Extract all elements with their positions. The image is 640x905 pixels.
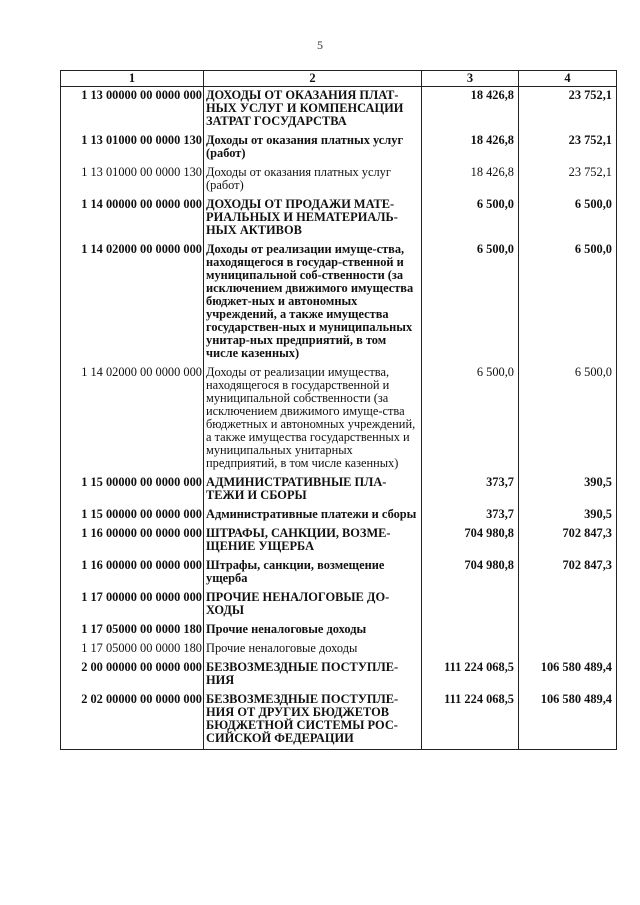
table-row: [61, 525, 617, 557]
row-value-col3: [422, 589, 519, 621]
row-name: Штрафы, санкции, возмещение ущерба: [204, 557, 422, 589]
row-name: БЕЗВОЗМЕЗДНЫЕ ПОСТУПЛЕ-НИЯ ОТ ДРУГИХ БЮДЖЕТОВ БЮДЖЕТНОЙ СИСТЕМЫ РОС-СИЙСКОЙ ФЕДЕРАЦИИ: [204, 691, 422, 750]
table-row: [61, 474, 617, 506]
table-row: [61, 164, 617, 196]
row-name: Прочие неналоговые доходы: [204, 621, 422, 640]
header-col-3: 3: [422, 71, 519, 87]
row-value-col3: 18 426,8: [422, 164, 519, 196]
row-value-col4: [519, 621, 617, 640]
row-value-col3: 18 426,8: [422, 87, 519, 133]
row-name: БЕЗВОЗМЕЗДНЫЕ ПОСТУПЛЕ-НИЯ: [204, 659, 422, 691]
row-value-col4: 702 847,3: [519, 557, 617, 589]
table-row: [61, 659, 617, 691]
page-number: 5: [317, 38, 323, 52]
row-value-col4: 106 580 489,4: [519, 691, 617, 750]
row-value-col4: 6 500,0: [519, 364, 617, 474]
row-value-col3: 373,7: [422, 506, 519, 525]
row-code: 2 00 00000 00 0000 000: [61, 659, 204, 691]
header-col-4: 4: [519, 71, 617, 87]
row-name: Доходы от реализации имуще-ства, находящегося в государ-ственной и муниципальной соб-ственности (за исключением движимого имущества бюджет-ных и автономных учреждений, а также имущества государствен-ных и муниципальных унитар-ных предприятий, в том числе казенных): [204, 241, 422, 364]
row-value-col3: 373,7: [422, 474, 519, 506]
row-value-col4: 6 500,0: [519, 241, 617, 364]
row-code: 1 15 00000 00 0000 000: [61, 506, 204, 525]
row-value-col3: [422, 621, 519, 640]
header-col-1: 1: [61, 71, 204, 87]
row-value-col4: 6 500,0: [519, 196, 617, 241]
row-value-col4: 23 752,1: [519, 164, 617, 196]
row-code: 1 17 05000 00 0000 180: [61, 640, 204, 659]
row-name: Доходы от оказания платных услуг (работ): [204, 164, 422, 196]
row-value-col3: 6 500,0: [422, 196, 519, 241]
row-value-col4: 23 752,1: [519, 132, 617, 164]
row-name: ДОХОДЫ ОТ ОКАЗАНИЯ ПЛАТ-НЫХ УСЛУГ И КОМПЕНСАЦИИ ЗАТРАТ ГОСУДАРСТВА: [204, 87, 422, 133]
row-value-col4: [519, 589, 617, 621]
row-name: Доходы от оказания платных услуг (работ): [204, 132, 422, 164]
row-value-col3: 18 426,8: [422, 132, 519, 164]
row-code: 1 13 00000 00 0000 000: [61, 87, 204, 133]
row-code: 1 14 00000 00 0000 000: [61, 196, 204, 241]
row-value-col3: [422, 640, 519, 659]
row-value-col3: 704 980,8: [422, 525, 519, 557]
table-row: [61, 640, 617, 659]
row-name: Административные платежи и сборы: [204, 506, 422, 525]
table-row: [61, 589, 617, 621]
row-value-col3: 6 500,0: [422, 364, 519, 474]
row-code: 2 02 00000 00 0000 000: [61, 691, 204, 750]
row-name: ШТРАФЫ, САНКЦИИ, ВОЗМЕ-ЩЕНИЕ УЩЕРБА: [204, 525, 422, 557]
row-value-col4: 106 580 489,4: [519, 659, 617, 691]
row-value-col3: 111 224 068,5: [422, 659, 519, 691]
table-row: [61, 196, 617, 241]
row-code: 1 13 01000 00 0000 130: [61, 132, 204, 164]
row-code: 1 14 02000 00 0000 000: [61, 364, 204, 474]
row-code: 1 16 00000 00 0000 000: [61, 525, 204, 557]
header-col-2: 2: [204, 71, 422, 87]
row-code: 1 13 01000 00 0000 130: [61, 164, 204, 196]
row-value-col4: 390,5: [519, 474, 617, 506]
row-code: 1 17 00000 00 0000 000: [61, 589, 204, 621]
row-value-col4: 702 847,3: [519, 525, 617, 557]
table-row: [61, 557, 617, 589]
table-row: [61, 241, 617, 364]
row-value-col3: 6 500,0: [422, 241, 519, 364]
revenue-table: [60, 70, 617, 750]
row-code: 1 17 05000 00 0000 180: [61, 621, 204, 640]
table-row: [61, 132, 617, 164]
row-value-col4: 23 752,1: [519, 87, 617, 133]
row-name: АДМИНИСТРАТИВНЫЕ ПЛА-ТЕЖИ И СБОРЫ: [204, 474, 422, 506]
table-row: [61, 691, 617, 750]
table-row: [61, 87, 617, 133]
row-code: 1 16 00000 00 0000 000: [61, 557, 204, 589]
table-row: [61, 364, 617, 474]
row-value-col4: [519, 640, 617, 659]
row-value-col3: 704 980,8: [422, 557, 519, 589]
row-value-col4: 390,5: [519, 506, 617, 525]
row-name: Доходы от реализации имущества, находящегося в государственной и муниципальной собственности (за исключением движимого имуще-ства бюджетных и автономных учреждений, а также имущества государственных и муниципальных унитарных предприятий, в том числе казенных): [204, 364, 422, 474]
table-body: [61, 87, 617, 750]
row-code: 1 15 00000 00 0000 000: [61, 474, 204, 506]
row-name: Прочие неналоговые доходы: [204, 640, 422, 659]
row-name: ПРОЧИЕ НЕНАЛОГОВЫЕ ДО-ХОДЫ: [204, 589, 422, 621]
row-code: 1 14 02000 00 0000 000: [61, 241, 204, 364]
table-row: [61, 621, 617, 640]
row-value-col3: 111 224 068,5: [422, 691, 519, 750]
table-row: [61, 506, 617, 525]
table-header-row: [61, 71, 617, 87]
row-name: ДОХОДЫ ОТ ПРОДАЖИ МАТЕ-РИАЛЬНЫХ И НЕМАТЕРИАЛЬ-НЫХ АКТИВОВ: [204, 196, 422, 241]
